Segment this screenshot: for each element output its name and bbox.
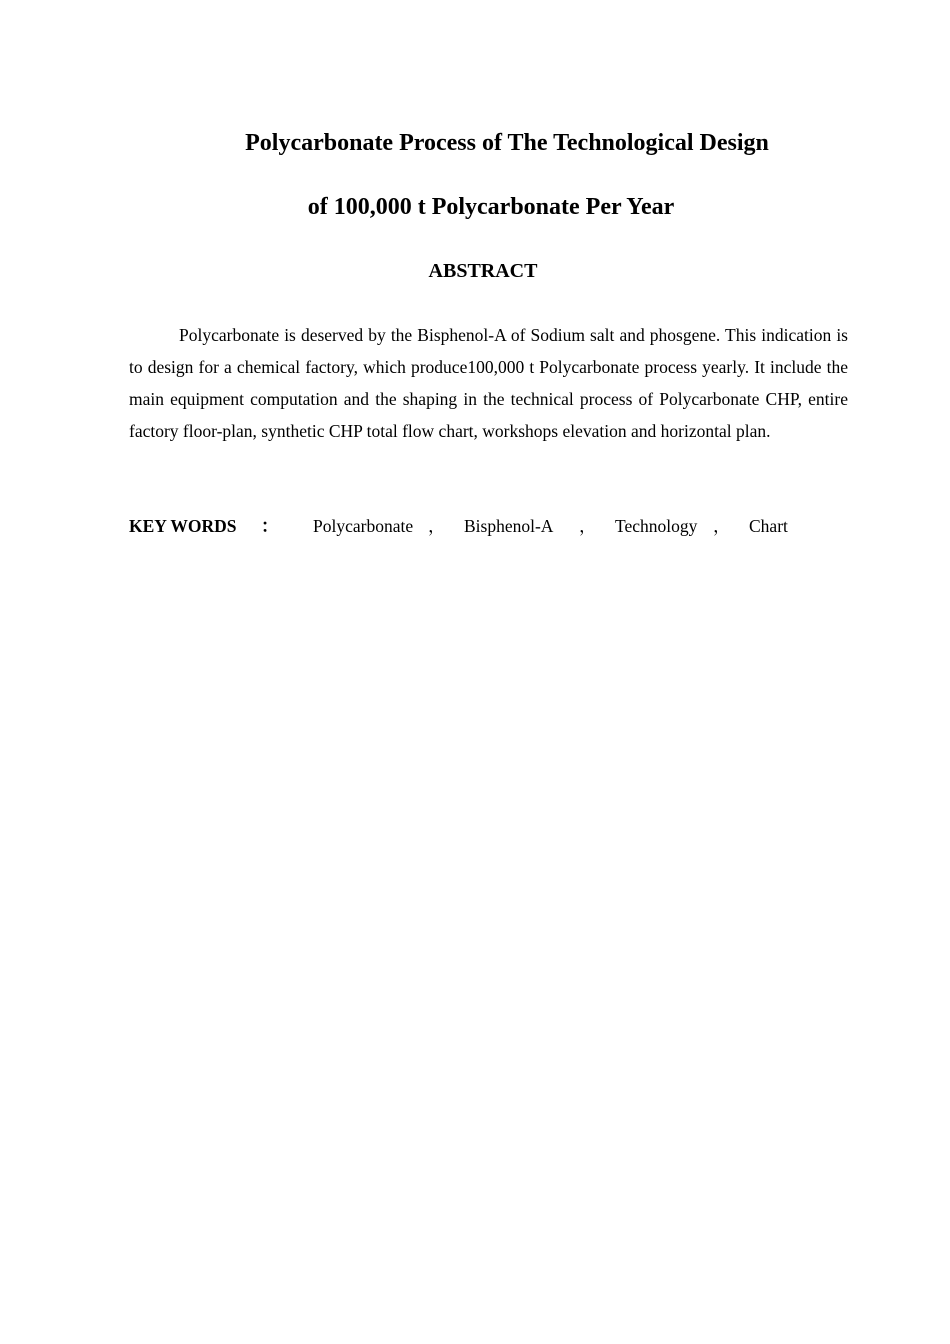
keyword-separator: ， <box>428 516 446 536</box>
keyword-item: Chart <box>749 516 788 536</box>
keyword-separator: ， <box>713 516 731 536</box>
title-line-2: of 100,000 t Polycarbonate Per Year <box>307 194 675 220</box>
keyword-separator: ， <box>579 516 597 536</box>
keyword-item: Bisphenol-A <box>464 516 554 536</box>
keyword-item: Technology <box>615 516 698 536</box>
keywords-label: KEY WORDS <box>129 516 237 536</box>
abstract-heading: ABSTRACT <box>428 260 538 282</box>
title-line-1: Polycarbonate Process of The Technological Design <box>245 130 769 156</box>
keyword-item: Polycarbonate <box>313 516 414 536</box>
abstract-paragraph: Polycarbonate is deserved by the Bisphenol-A of Sodium salt and phosgene. This indication is to design for a chemical factory, which produce100,000 t Polycarbonate process yearly. It include the main equipment computation and the shaping in the technical process of Polycarbonate CHP, entire factory floor-plan, synthetic CHP total flow chart, workshops elevation and horizontal plan. <box>129 325 848 441</box>
keywords-colon: ： <box>261 516 279 536</box>
